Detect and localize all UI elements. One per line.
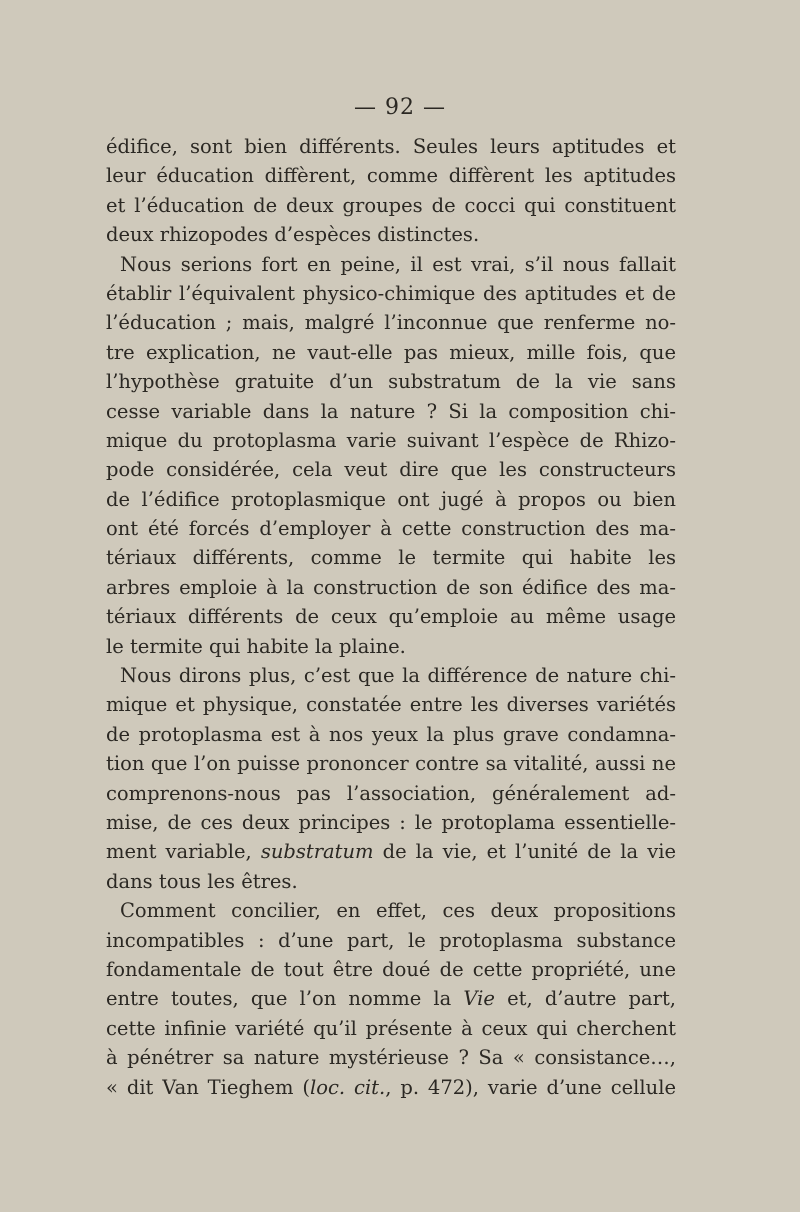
text-line: incompatibles : d’une part, le protoplasma substance bbox=[106, 928, 676, 952]
text-line: ont été forcés d’employer à cette construction des ma- bbox=[106, 517, 676, 541]
italic-term: Vie bbox=[463, 987, 495, 1011]
text-line: Nous dirons plus, c’est que la différence de nature chi- bbox=[120, 664, 676, 688]
text-line: mise, de ces deux principes : le protoplama essentielle- bbox=[106, 810, 676, 834]
text-line: leur éducation diffèrent, comme diffèrent les aptitudes bbox=[106, 164, 676, 188]
text-line: pode considérée, cela veut dire que les constructeurs bbox=[106, 458, 676, 482]
text-line: entre toutes, que l’on nomme la Vie et, d’autre part, bbox=[106, 987, 677, 1011]
text-line: de protoplasma est à nos yeux la plus grave condamna- bbox=[106, 722, 676, 746]
text-line: comprenons-nous pas l’association, généralement ad- bbox=[106, 781, 676, 805]
page-number: — 92 — bbox=[354, 95, 446, 120]
text-line: mique et physique, constatée entre les diverses variétés bbox=[106, 693, 676, 717]
italic-term: substratum bbox=[260, 840, 374, 864]
text-line: tériaux différents, comme le termite qui habite les bbox=[106, 546, 676, 570]
text-line: tre explication, ne vaut-elle pas mieux, mille fois, que bbox=[106, 340, 676, 364]
text-line: tion que l’on puisse prononcer contre sa vitalité, aussi ne bbox=[106, 752, 676, 776]
text-line: cesse variable dans la nature ? Si la composition chi- bbox=[106, 399, 676, 423]
text-line: dans tous les êtres. bbox=[106, 869, 298, 893]
text-line: édifice, sont bien différents. Seules leurs aptitudes et bbox=[106, 135, 676, 158]
text-line: ment variable, substratum de la vie, et l’unité de la vie bbox=[106, 840, 677, 864]
text-line: Comment concilier, en effet, ces deux propositions bbox=[120, 899, 676, 923]
text-line: à pénétrer sa nature mystérieuse ? Sa « consistance…, bbox=[106, 1046, 676, 1070]
body-text bbox=[106, 132, 676, 1102]
text-line: établir l’équivalent physico-chimique des aptitudes et de bbox=[106, 281, 676, 305]
text-line: arbres emploie à la construction de son édifice des ma- bbox=[106, 575, 676, 599]
text-line: l’hypothèse gratuite d’un substratum de la vie sans bbox=[106, 370, 676, 394]
text-line: deux rhizopodes d’espèces distinctes. bbox=[106, 223, 480, 247]
text-line: le termite qui habite la plaine. bbox=[106, 634, 406, 658]
text-line: l’éducation ; mais, malgré l’inconnue que renferme no- bbox=[106, 311, 676, 335]
text-line: mique du protoplasma varie suivant l’espèce de Rhizo- bbox=[106, 428, 676, 452]
text-line: fondamentale de tout être doué de cette propriété, une bbox=[106, 957, 676, 981]
text-line: cette infinie variété qu’il présente à ceux qui cherchent bbox=[106, 1016, 676, 1040]
text-line: Nous serions fort en peine, il est vrai, s’il nous fallait bbox=[120, 252, 676, 276]
text-line: tériaux différents de ceux qu’emploie au même usage bbox=[106, 605, 676, 629]
text-line: de l’édifice protoplasmique ont jugé à propos ou bien bbox=[106, 487, 676, 511]
text-line: et l’éducation de deux groupes de cocci qui constituent bbox=[106, 193, 676, 217]
text-line: « dit Van Tieghem (loc. cit., p. 472), varie d’une cellule bbox=[106, 1075, 676, 1099]
italic-citation: loc. cit. bbox=[310, 1075, 386, 1099]
